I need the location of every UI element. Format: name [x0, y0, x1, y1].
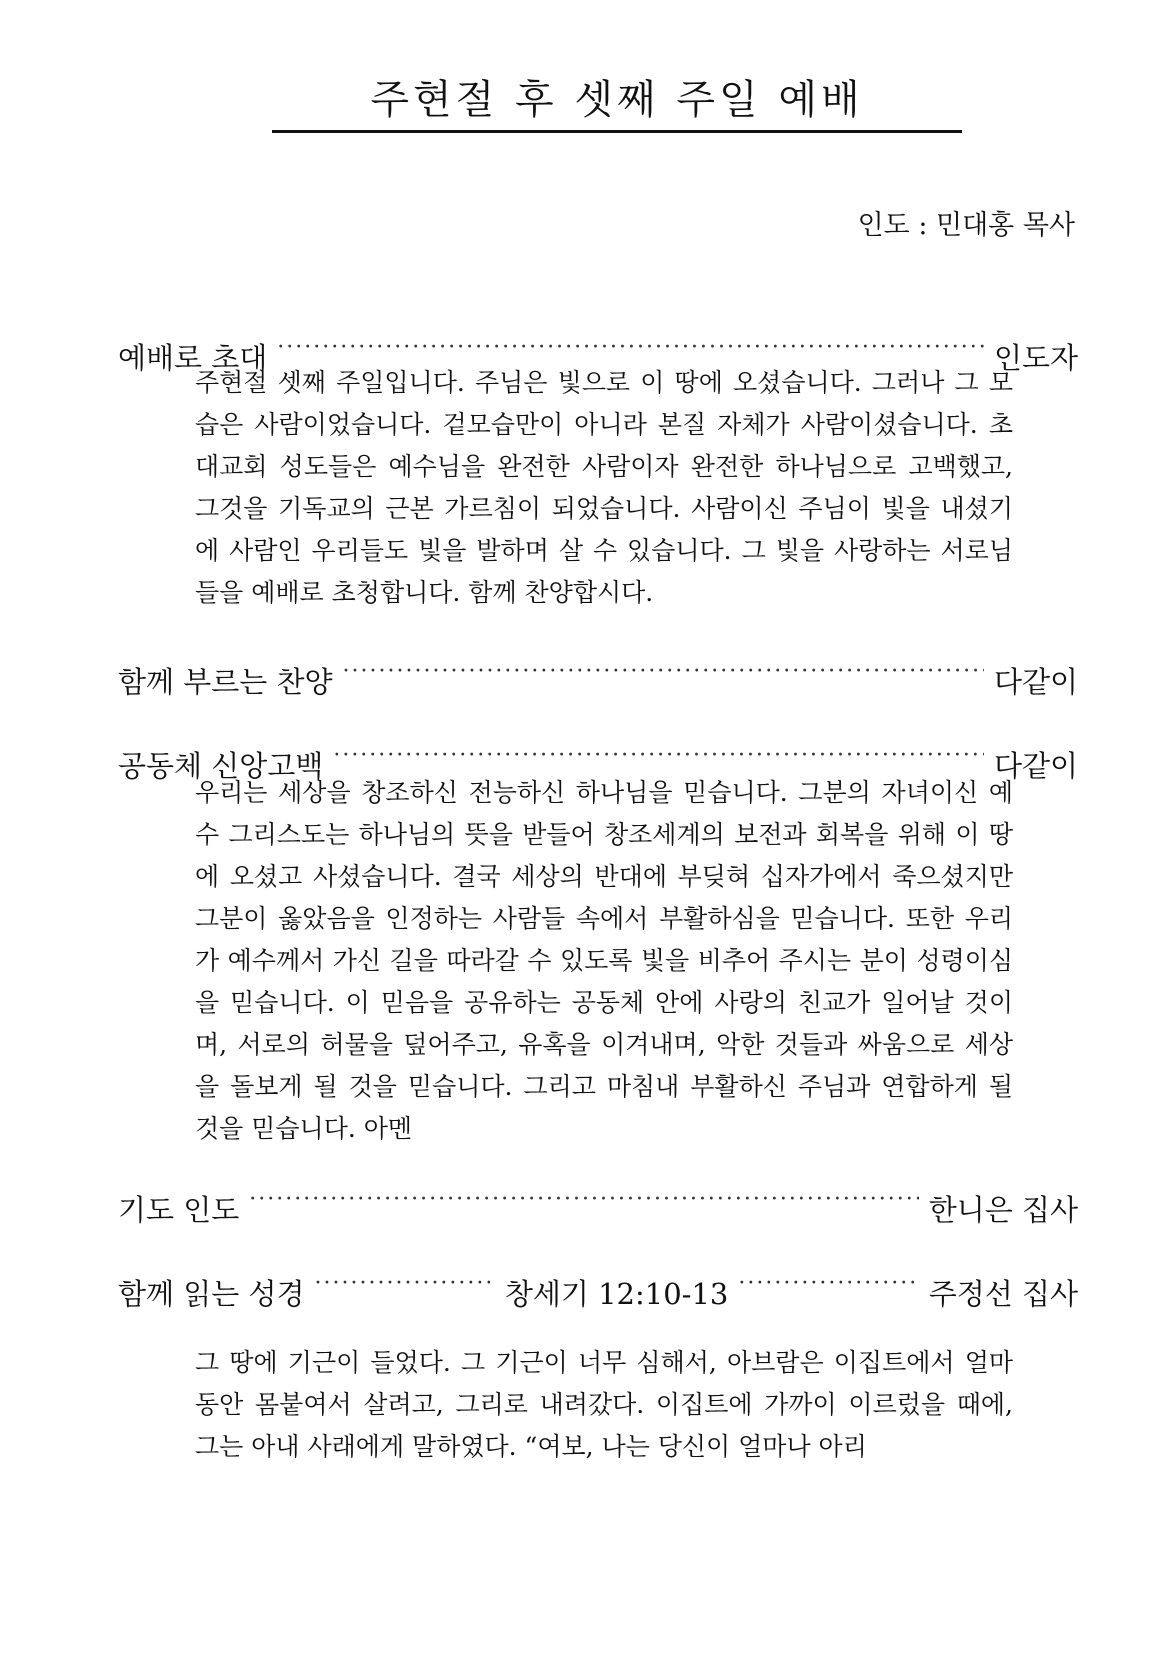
order-item-role: 다같이 [993, 749, 1078, 783]
order-item-label: 공동체 신앙고백 [118, 749, 324, 783]
page-title: 주현절 후 셋째 주일 예배 [370, 77, 864, 123]
scripture-text: 그 땅에 기근이 들었다. 그 기근이 너무 심해서, 아브람은 이집트에서 얼마 동안 몸붙여서 살려고, 그리로 내려갔다. 이집트에 가까이 이르렀을 때에, 그는 아내 사래에게 말하였다. “여보, 나는 당신이 얼마나 아리 [195, 1348, 1013, 1461]
order-item-scripture [118, 1264, 1078, 1314]
dot-leader [333, 736, 984, 776]
order-item-prayer [118, 1180, 1078, 1230]
dot-leader [738, 1264, 918, 1304]
order-item-hymn [118, 652, 1078, 702]
order-item-role: 인도자 [993, 341, 1078, 375]
dot-leader [249, 1180, 918, 1220]
order-item-label: 예배로 초대 [118, 341, 268, 375]
order-item-role: 한니은 집사 [928, 1193, 1078, 1227]
order-item-label: 함께 읽는 성경 [118, 1277, 305, 1311]
order-item-role: 주정선 집사 [928, 1277, 1078, 1311]
creed-text: 우리는 세상을 창조하신 전능하신 하나님을 믿습니다. 그분의 자녀이신 예수 그리스도는 하나님의 뜻을 받들어 창조세계의 보전과 회복을 위해 이 땅에 오셨고 사셨습니다. 결국 세상의 반대에 부딪혀 십자가에서 죽으셨지만 그분이 옳았음을 인정하는 사람들 속에서 부활하심을 믿습니다. 또한 우리가 예수께서 가신 길을 따라갈 수 있도록 빛을 비추어 주시는 분이 성령이심을 믿습니다. 이 믿음을 공유하는 공동체 안에 사랑의 친교가 일어날 것이며, 서로의 허물을 덮어주고, 유혹을 이겨내며, 악한 것들과 싸움으로 세상을 돌보게 될 것을 믿습니다. 그리고 마침내 부활하신 주님과 연합하게 될 것을 믿습니다. 아멘 [195, 778, 1013, 1143]
dot-leader [343, 652, 984, 692]
dot-leader [315, 1264, 495, 1304]
service-leader: 인도 : 민대홍 목사 [857, 210, 1075, 241]
title-underline [272, 130, 962, 133]
scripture-passage: 창세기 12:10-13 [504, 1277, 729, 1311]
order-item-label: 함께 부르는 찬양 [118, 665, 333, 699]
invitation-text: 주현절 셋째 주일입니다. 주님은 빛으로 이 땅에 오셨습니다. 그러나 그 모습은 사람이었습니다. 겉모습만이 아니라 본질 자체가 사람이셨습니다. 초대교회 성도들은 예수님을 완전한 사람이자 완전한 하나님으로 고백했고, 그것을 기독교의 근본 가르침이 되었습니다. 사람이신 주님이 빛을 내셨기에 사람인 우리들도 빛을 발하며 살 수 있습니다. 그 빛을 사랑하는 서로님들을 예배로 초청합니다. 함께 찬양합시다. [195, 368, 1013, 607]
order-item-label: 기도 인도 [118, 1193, 240, 1227]
order-item-role: 다같이 [993, 665, 1078, 699]
